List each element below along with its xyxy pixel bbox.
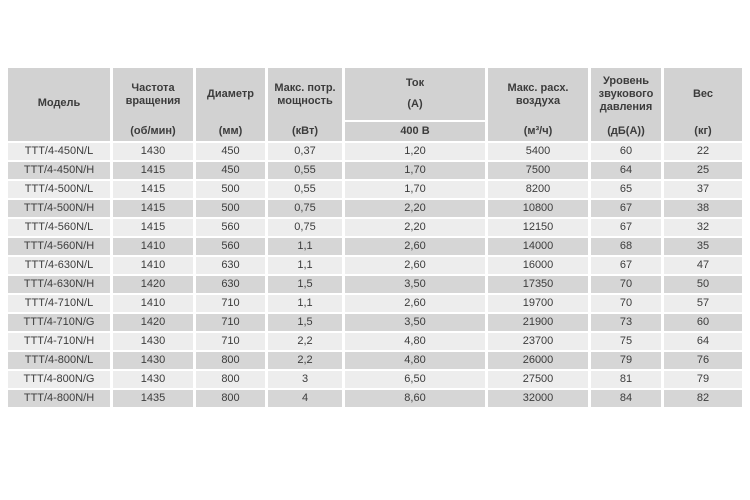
value-cell: 1415: [113, 200, 193, 217]
column-unit: (кг): [694, 124, 712, 137]
value-cell: 630: [196, 276, 265, 293]
value-cell: 1415: [113, 181, 193, 198]
value-cell: 2,60: [345, 295, 485, 312]
value-cell: 4,80: [345, 333, 485, 350]
model-cell: TTT/4-800N/L: [8, 352, 110, 369]
value-cell: 70: [591, 276, 661, 293]
value-cell: 27500: [488, 371, 588, 388]
value-cell: 67: [591, 257, 661, 274]
value-cell: 12150: [488, 219, 588, 236]
value-cell: 32000: [488, 390, 588, 407]
value-cell: 1410: [113, 295, 193, 312]
value-cell: 1410: [113, 257, 193, 274]
value-cell: 1,1: [268, 257, 342, 274]
value-cell: 17350: [488, 276, 588, 293]
value-cell: 1415: [113, 162, 193, 179]
value-cell: 2,60: [345, 238, 485, 255]
value-cell: 67: [591, 200, 661, 217]
value-cell: 1410: [113, 238, 193, 255]
value-cell: 630: [196, 257, 265, 274]
model-cell: TTT/4-560N/H: [8, 238, 110, 255]
value-cell: 79: [664, 371, 742, 388]
value-cell: 68: [591, 238, 661, 255]
table-row: [8, 295, 742, 312]
value-cell: 710: [196, 333, 265, 350]
column-unit: (об/мин): [130, 124, 176, 137]
column-unit: (мм): [218, 124, 243, 137]
model-cell: TTT/4-630N/H: [8, 276, 110, 293]
value-cell: 0,55: [268, 162, 342, 179]
column-header-current: [345, 68, 485, 120]
value-cell: 1435: [113, 390, 193, 407]
value-cell: 10800: [488, 200, 588, 217]
column-title: Макс. расх. воздуха: [507, 81, 569, 107]
table-row: [8, 162, 742, 179]
value-cell: 560: [196, 238, 265, 255]
value-cell: 1430: [113, 352, 193, 369]
value-cell: 1415: [113, 219, 193, 236]
value-cell: 1,70: [345, 162, 485, 179]
model-cell: TTT/4-450N/H: [8, 162, 110, 179]
value-cell: 1,20: [345, 143, 485, 160]
column-title: Уровень звукового давления: [598, 75, 654, 113]
value-cell: 3,50: [345, 276, 485, 293]
value-cell: 60: [591, 143, 661, 160]
column-unit: (м³/ч): [523, 124, 553, 137]
column-title: Диаметр: [207, 88, 254, 100]
column-unit: (кВт): [291, 124, 319, 137]
column-unit: (дБ(А)): [607, 124, 645, 137]
table-row: [8, 181, 742, 198]
column-unit: (А): [407, 98, 423, 111]
value-cell: 710: [196, 314, 265, 331]
column-header-power: [268, 68, 342, 141]
value-cell: 23700: [488, 333, 588, 350]
value-cell: 35: [664, 238, 742, 255]
table-row: [8, 276, 742, 293]
value-cell: 67: [591, 219, 661, 236]
model-cell: TTT/4-800N/H: [8, 390, 110, 407]
value-cell: 8,60: [345, 390, 485, 407]
value-cell: 2,2: [268, 333, 342, 350]
value-cell: 2,2: [268, 352, 342, 369]
model-cell: TTT/4-710N/L: [8, 295, 110, 312]
table-row: [8, 314, 742, 331]
column-header-airflow: [488, 68, 588, 141]
value-cell: 38: [664, 200, 742, 217]
value-cell: 73: [591, 314, 661, 331]
spec-table-container: [5, 66, 745, 409]
value-cell: 37: [664, 181, 742, 198]
column-title: Вес: [692, 88, 714, 100]
model-cell: TTT/4-500N/H: [8, 200, 110, 217]
column-header-speed: [113, 68, 193, 141]
column-header-noise: [591, 68, 661, 141]
value-cell: 14000: [488, 238, 588, 255]
value-cell: 26000: [488, 352, 588, 369]
value-cell: 1420: [113, 314, 193, 331]
value-cell: 57: [664, 295, 742, 312]
column-header-diameter: [196, 68, 265, 141]
spec-table-body: [8, 143, 742, 407]
column-subheader-voltage: [345, 122, 485, 141]
value-cell: 64: [591, 162, 661, 179]
table-row: [8, 390, 742, 407]
value-cell: 2,20: [345, 200, 485, 217]
value-cell: 60: [664, 314, 742, 331]
value-cell: 8200: [488, 181, 588, 198]
value-cell: 19700: [488, 295, 588, 312]
value-cell: 2,60: [345, 257, 485, 274]
value-cell: 1,70: [345, 181, 485, 198]
model-cell: TTT/4-710N/H: [8, 333, 110, 350]
value-cell: 50: [664, 276, 742, 293]
table-row: [8, 333, 742, 350]
value-cell: 0,75: [268, 200, 342, 217]
value-cell: 0,55: [268, 181, 342, 198]
value-cell: 800: [196, 390, 265, 407]
table-row: [8, 352, 742, 369]
value-cell: 1430: [113, 333, 193, 350]
value-cell: 4: [268, 390, 342, 407]
value-cell: 79: [591, 352, 661, 369]
value-cell: 21900: [488, 314, 588, 331]
value-cell: 65: [591, 181, 661, 198]
value-cell: 1430: [113, 143, 193, 160]
value-cell: 500: [196, 200, 265, 217]
value-cell: 22: [664, 143, 742, 160]
model-cell: TTT/4-800N/G: [8, 371, 110, 388]
value-cell: 82: [664, 390, 742, 407]
value-cell: 560: [196, 219, 265, 236]
value-cell: 1,1: [268, 295, 342, 312]
model-cell: TTT/4-630N/L: [8, 257, 110, 274]
value-cell: 2,20: [345, 219, 485, 236]
value-cell: 3: [268, 371, 342, 388]
value-cell: 1,1: [268, 238, 342, 255]
value-cell: 76: [664, 352, 742, 369]
column-title: Частота вращения: [125, 81, 181, 107]
spec-table-header: [8, 68, 742, 141]
model-cell: TTT/4-500N/L: [8, 181, 110, 198]
column-header-model: [8, 68, 110, 141]
value-cell: 500: [196, 181, 265, 198]
table-row: [8, 257, 742, 274]
value-cell: 0,37: [268, 143, 342, 160]
value-cell: 1,5: [268, 314, 342, 331]
value-cell: 450: [196, 162, 265, 179]
value-cell: 1430: [113, 371, 193, 388]
table-row: [8, 200, 742, 217]
value-cell: 64: [664, 333, 742, 350]
value-cell: 1420: [113, 276, 193, 293]
column-title: Ток: [405, 76, 425, 89]
value-cell: 47: [664, 257, 742, 274]
column-title: Модель: [37, 97, 81, 109]
value-cell: 1,5: [268, 276, 342, 293]
value-cell: 70: [591, 295, 661, 312]
value-cell: 84: [591, 390, 661, 407]
value-cell: 5400: [488, 143, 588, 160]
value-cell: 800: [196, 352, 265, 369]
table-row: [8, 238, 742, 255]
column-header-weight: [664, 68, 742, 141]
value-cell: 25: [664, 162, 742, 179]
value-cell: 3,50: [345, 314, 485, 331]
value-cell: 32: [664, 219, 742, 236]
spec-table: [5, 66, 745, 409]
voltage-label: 400 В: [400, 125, 430, 137]
value-cell: 450: [196, 143, 265, 160]
value-cell: 81: [591, 371, 661, 388]
table-row: [8, 371, 742, 388]
model-cell: TTT/4-560N/L: [8, 219, 110, 236]
column-title: Макс. потр. мощность: [274, 81, 336, 107]
model-cell: TTT/4-450N/L: [8, 143, 110, 160]
value-cell: 16000: [488, 257, 588, 274]
value-cell: 6,50: [345, 371, 485, 388]
value-cell: 710: [196, 295, 265, 312]
table-row: [8, 143, 742, 160]
value-cell: 0,75: [268, 219, 342, 236]
value-cell: 7500: [488, 162, 588, 179]
value-cell: 4,80: [345, 352, 485, 369]
model-cell: TTT/4-710N/G: [8, 314, 110, 331]
value-cell: 800: [196, 371, 265, 388]
table-row: [8, 219, 742, 236]
value-cell: 75: [591, 333, 661, 350]
